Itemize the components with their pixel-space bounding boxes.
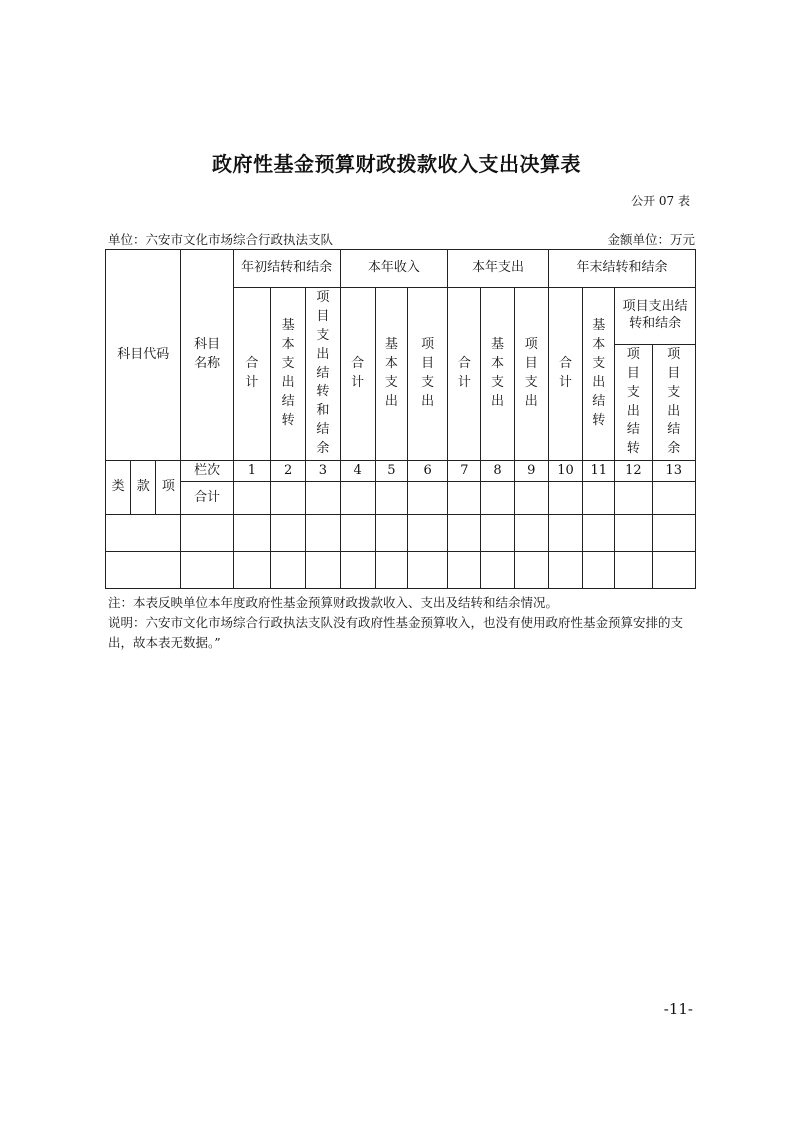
section-header: 款	[131, 461, 156, 515]
col-number: 6	[407, 461, 447, 482]
closing-project-surplus-header: 项目支出结余	[652, 345, 695, 461]
table-cell	[233, 482, 270, 515]
table-cell	[306, 515, 340, 552]
income-project-header: 项目支出	[407, 288, 447, 461]
table-cell	[407, 552, 447, 589]
table-cell	[548, 515, 582, 552]
table-cell	[514, 515, 548, 552]
subject-name-header: 科目名称	[181, 250, 233, 461]
opening-project-carry-surplus-header: 项目支出结转和结余	[306, 288, 340, 461]
class-header: 类	[106, 461, 131, 515]
table-cell	[514, 552, 548, 589]
total-row-label: 合计	[181, 482, 233, 515]
col-number: 4	[340, 461, 375, 482]
table-cell	[271, 482, 306, 515]
closing-project-header: 项目支出结转和结余	[615, 288, 696, 345]
closing-project-carry-header: 项目支出结转	[615, 345, 652, 461]
col-number: 7	[448, 461, 481, 482]
page-title: 政府性基金预算财政拨款收入支出决算表	[212, 152, 581, 176]
table-cell	[548, 482, 582, 515]
table-cell	[448, 482, 481, 515]
opening-basic-carry-header: 基本支出结转	[271, 288, 306, 461]
table-cell	[481, 552, 514, 589]
col-number: 10	[548, 461, 582, 482]
table-cell	[652, 482, 695, 515]
closing-balance-header: 年末结转和结余	[548, 250, 695, 288]
row-index-label: 栏次	[181, 461, 233, 482]
table-row	[106, 515, 696, 552]
table-cell	[233, 552, 270, 589]
subject-code-header: 科目代码	[106, 250, 181, 461]
budget-table	[105, 249, 696, 589]
col-number: 5	[375, 461, 407, 482]
closing-basic-carry-header: 基本支出结转	[583, 288, 615, 461]
income-basic-header: 基本支出	[375, 288, 407, 461]
page-number: -11-	[663, 1000, 693, 1018]
table-row	[106, 552, 696, 589]
col-number: 3	[306, 461, 340, 482]
table-cell	[233, 515, 270, 552]
col-number: 1	[233, 461, 270, 482]
table-explanation: 说明：六安市文化市场综合行政执法支队没有政府性基金预算收入，也没有使用政府性基金预算安排的支出，故本表无数据。”	[108, 615, 684, 650]
opening-total-header: 合计	[233, 288, 270, 461]
table-cell	[615, 482, 652, 515]
table-cell	[340, 482, 375, 515]
col-number: 9	[514, 461, 548, 482]
form-number: 公开 07 表	[631, 194, 690, 208]
table-cell	[448, 552, 481, 589]
col-number: 12	[615, 461, 652, 482]
opening-balance-header: 年初结转和结余	[233, 250, 340, 288]
col-number: 11	[583, 461, 615, 482]
table-cell	[652, 515, 695, 552]
table-cell	[375, 552, 407, 589]
table-cell	[652, 552, 695, 589]
table-cell	[306, 552, 340, 589]
table-cell	[548, 552, 582, 589]
table-cell	[181, 552, 233, 589]
col-number: 2	[271, 461, 306, 482]
table-cell	[448, 515, 481, 552]
table-cell	[375, 515, 407, 552]
expense-header: 本年支出	[448, 250, 549, 288]
table-cell	[106, 515, 181, 552]
table-cell	[106, 552, 181, 589]
table-cell	[340, 552, 375, 589]
table-cell	[615, 552, 652, 589]
col-number: 8	[481, 461, 514, 482]
income-header: 本年收入	[340, 250, 448, 288]
amount-unit-label: 金额单位：万元	[607, 232, 695, 247]
income-total-header: 合计	[340, 288, 375, 461]
closing-total-header: 合计	[548, 288, 582, 461]
table-cell	[481, 515, 514, 552]
table-cell	[583, 482, 615, 515]
expense-basic-header: 基本支出	[481, 288, 514, 461]
table-cell	[375, 482, 407, 515]
item-header: 项	[156, 461, 181, 515]
expense-project-header: 项目支出	[514, 288, 548, 461]
table-cell	[583, 515, 615, 552]
table-cell	[306, 482, 340, 515]
unit-label: 单位：六安市文化市场综合行政执法支队	[108, 232, 334, 247]
table-cell	[407, 515, 447, 552]
table-cell	[271, 515, 306, 552]
table-cell	[340, 515, 375, 552]
col-number: 13	[652, 461, 695, 482]
table-cell	[583, 552, 615, 589]
table-note: 注：本表反映单位本年度政府性基金预算财政拨款收入、支出及结转和结余情况。	[108, 595, 559, 610]
table-cell	[514, 482, 548, 515]
expense-total-header: 合计	[448, 288, 481, 461]
table-cell	[407, 482, 447, 515]
table-cell	[615, 515, 652, 552]
table-cell	[481, 482, 514, 515]
table-cell	[271, 552, 306, 589]
table-cell	[181, 515, 233, 552]
